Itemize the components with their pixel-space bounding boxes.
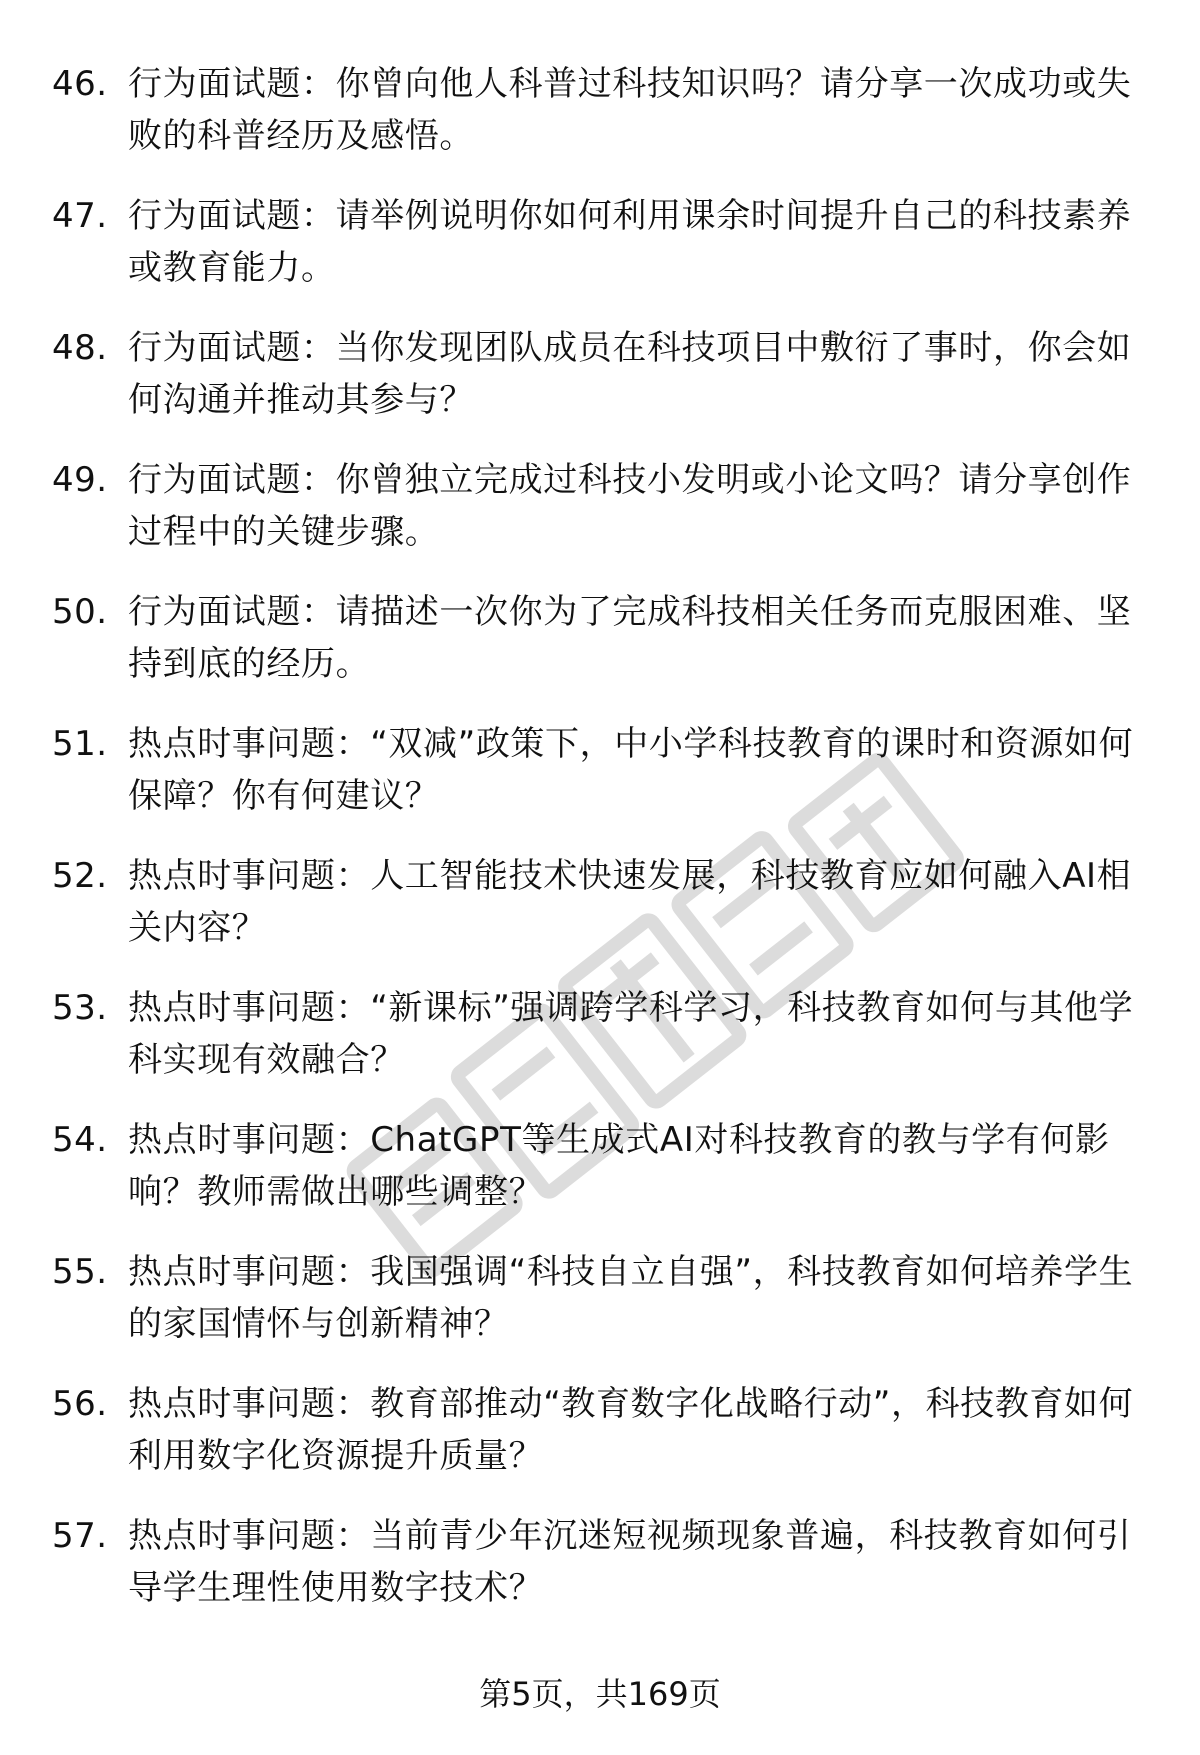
question-list (52, 58, 1152, 1642)
list-item (52, 1510, 1152, 1642)
question-number: 57. (52, 1516, 108, 1556)
question-text: 热点时事问题：当前青少年沉迷短视频现象普遍，科技教育如何引导学生理性使用数字技术？ (128, 1516, 1132, 1608)
list-item (52, 322, 1152, 454)
list-item (52, 190, 1152, 322)
question-text: 行为面试题：你曾独立完成过科技小发明或小论文吗？请分享创作过程中的关键步骤。 (128, 460, 1132, 552)
question-text: 热点时事问题：ChatGPT等生成式AI对科技教育的教与学有何影响？教师需做出哪些调整？ (128, 1120, 1110, 1212)
question-text: 热点时事问题：我国强调“科技自立自强”，科技教育如何培养学生的家国情怀与创新精神？ (128, 1252, 1134, 1344)
question-number: 49. (52, 460, 108, 500)
question-number: 50. (52, 592, 108, 632)
question-number: 53. (52, 988, 108, 1028)
question-text: 热点时事问题：“双减”政策下，中小学科技教育的课时和资源如何保障？你有何建议？ (128, 724, 1134, 816)
question-text: 行为面试题：当你发现团队成员在科技项目中敷衍了事时，你会如何沟通并推动其参与？ (128, 328, 1132, 420)
question-number: 56. (52, 1384, 108, 1424)
list-item (52, 58, 1152, 190)
list-item (52, 586, 1152, 718)
question-text: 行为面试题：请描述一次你为了完成科技相关任务而克服困难、坚持到底的经历。 (128, 592, 1132, 684)
question-number: 46. (52, 64, 108, 104)
question-text: 行为面试题：请举例说明你如何利用课余时间提升自己的科技素养或教育能力。 (128, 196, 1132, 288)
list-item (52, 718, 1152, 850)
list-item (52, 454, 1152, 586)
list-item (52, 1114, 1152, 1246)
question-text: 行为面试题：你曾向他人科普过科技知识吗？请分享一次成功或失败的科普经历及感悟。 (128, 64, 1132, 156)
question-number: 47. (52, 196, 108, 236)
list-item (52, 1246, 1152, 1378)
question-text: 热点时事问题：人工智能技术快速发展，科技教育应如何融入AI相关内容？ (128, 856, 1132, 948)
list-item (52, 982, 1152, 1114)
question-number: 55. (52, 1252, 108, 1292)
page-number: 第5页，共169页 (479, 1675, 721, 1713)
list-item (52, 1378, 1152, 1510)
question-text: 热点时事问题：教育部推动“教育数字化战略行动”，科技教育如何利用数字化资源提升质量？ (128, 1384, 1134, 1476)
question-number: 48. (52, 328, 108, 368)
question-number: 54. (52, 1120, 108, 1160)
list-item (52, 850, 1152, 982)
question-text: 热点时事问题：“新课标”强调跨学科学习，科技教育如何与其他学科实现有效融合？ (128, 988, 1134, 1080)
question-number: 52. (52, 856, 108, 896)
question-number: 51. (52, 724, 108, 764)
